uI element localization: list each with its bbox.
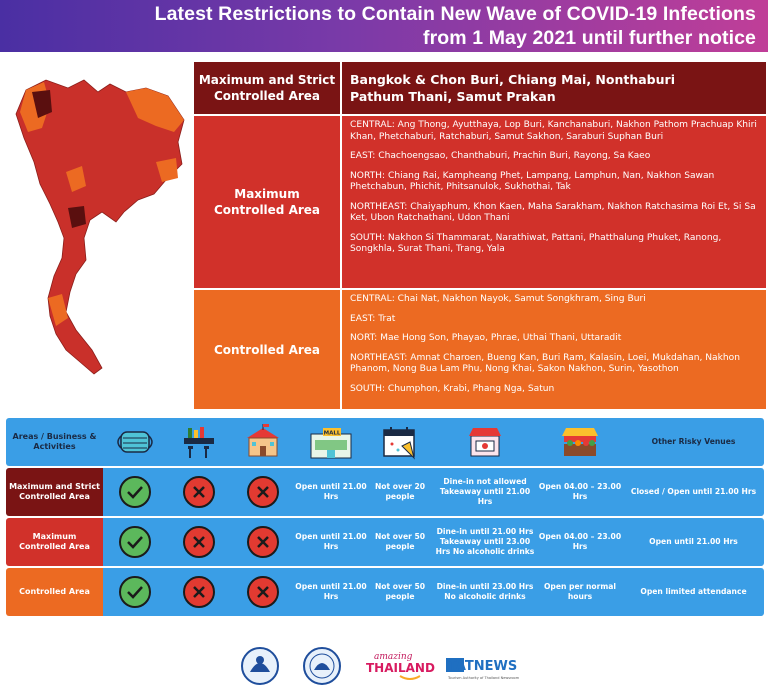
table-header [6,418,764,466]
zone-ctrl [194,290,766,411]
ctrl-north: NORT: Mae Hong Son, Phayao, Phrae, Uthai Thani, Uttaradit [350,333,622,343]
market-hours: Open 04.00 – 23.00 Hrs [538,482,622,501]
market-hours: Open 04.00 – 23.00 Hrs [538,532,622,551]
row-strict-name: Maximum and Strict Controlled Area [6,468,103,516]
ctrl-south: SOUTH: Chumphon, Krabi, Phang Nga, Satun [350,383,555,394]
gathering-limit: Not over 50 people [374,582,426,601]
other-venues: Closed / Open until 21.00 Hrs [630,487,757,496]
bar-icon [167,418,231,466]
restaurant-icon [433,418,537,466]
restrictions-table [6,418,764,618]
other-venues: Open until 21.00 Hrs [649,537,738,546]
gathering-limit: Not over 20 people [374,482,426,501]
max-north: NORTH: Chiang Rai, Kampheang Phet, Lampang, Lamphun, Nan, Nakhon Sawan Phetchabun, Phichit, Phitsanulok, Sukhothai, Tak [350,170,715,192]
mall-icon [295,418,367,466]
thailand-map [6,62,186,384]
max-east: EAST: Chachoengsao, Chanthaburi, Prachin Buri, Rayong, Sa Kaeo [350,151,651,161]
logo-thailand-text: THAILAND [366,661,435,675]
row-max-name: Maximum Controlled Area [6,518,103,566]
zone-ctrl-name: Controlled Area [194,290,342,409]
mall-hours: Open until 21.00 Hrs [295,482,367,501]
dining-rule: Dine-in until 23.00 Hrs No alcoholic drinks [436,582,534,601]
max-northeast: NORTHEAST: Chaiyaphum, Khon Kaen, Maha Sarakham, Nakhon Ratchasima Roi Et, Si Sa Ket, Ubon Ratchathani, Udon Thani [350,201,756,223]
dining-rule: Dine-in not allowed Takeaway until 21.00 Hrs [439,477,531,506]
ctrl-central: CENTRAL: Chai Nat, Nakhon Nayok, Samut Songkhram, Sing Buri [350,294,646,304]
max-central: CENTRAL: Ang Thong, Ayutthaya, Lop Buri, Kanchanaburi, Nakhon Pathom Prachuap Khiri Khan, Phetchaburi, Ratchaburi, Samut Sakhon, Saraburi Suphan Buri [350,120,757,142]
zone-list [194,62,766,411]
svg-text:MALL: MALL [323,430,341,437]
strict-provinces-line-2: Pathum Thani, Samut Prakan [350,89,556,104]
table-row [6,568,764,616]
header-areas: Areas / Business & Activities [12,432,97,451]
zone-strict-name: Maximum and Strict Controlled Area [194,62,342,114]
table-row [6,468,764,516]
zone-max-name: Maximum Controlled Area [194,116,342,288]
cross-icon [183,576,215,608]
other-venues: Open limited attendance [640,587,747,596]
cross-icon [247,526,279,558]
header-other: Other Risky Venues [651,437,736,446]
check-icon [119,476,151,508]
dining-rule: Dine-in until 21.00 Hrs Takeaway until 23.00 Hrs No alcoholic drinks [435,527,535,556]
mots-logo-icon [242,648,278,684]
logo-tatnews-text: TATNEWS [448,659,518,674]
page-header [0,0,768,52]
mask-icon [103,418,167,466]
cross-icon [247,476,279,508]
zone-max-regions [342,116,766,288]
table-row [6,518,764,566]
max-south: SOUTH: Nakhon Si Thammarat, Narathiwat, Pattani, Phatthalung Phuket, Ranong, Songkhla, Surat Thani, Trang, Yala [350,232,722,254]
title-line-2: from 1 May 2021 until further notice [422,27,756,49]
amazing-thailand-logo [366,652,435,679]
zone-strict-provinces [342,62,766,114]
row-ctrl-name: Controlled Area [6,568,103,616]
tat-seal-logo-icon [304,648,340,684]
zone-ctrl-regions [342,290,766,409]
footer-logos [240,646,540,686]
check-icon [119,576,151,608]
strict-provinces-line-1: Bangkok & Chon Buri, Chiang Mai, Nonthaburi [350,72,675,87]
mall-hours: Open until 21.00 Hrs [295,582,367,601]
check-icon [119,526,151,558]
market-hours: Open per normal hours [543,582,617,601]
cross-icon [183,476,215,508]
logo-amazing-text: amazing [374,652,413,662]
ctrl-northeast: NORTHEAST: Amnat Charoen, Bueng Kan, Buri Ram, Kalasin, Loei, Mukdahan, Nakhon Phanom, Nong Bua Lam Phu, Nong Khai, Sakon Nakhon, Surin, Yasothon [350,352,740,374]
tatnews-logo [446,658,520,680]
title-line-1: Latest Restrictions to Contain New Wave of COVID-19 Infections [154,3,756,25]
market-icon [537,418,623,466]
calendar-party-icon [367,418,433,466]
cross-icon [183,526,215,558]
zone-max [194,116,766,290]
school-icon [231,418,295,466]
ctrl-east: EAST: Trat [350,313,396,324]
mall-hours: Open until 21.00 Hrs [295,532,367,551]
zone-strict [194,62,766,116]
gathering-limit: Not over 50 people [374,532,426,551]
cross-icon [247,576,279,608]
logo-tatnews-sub: Tourism Authority of Thailand Newsroom [448,676,520,680]
